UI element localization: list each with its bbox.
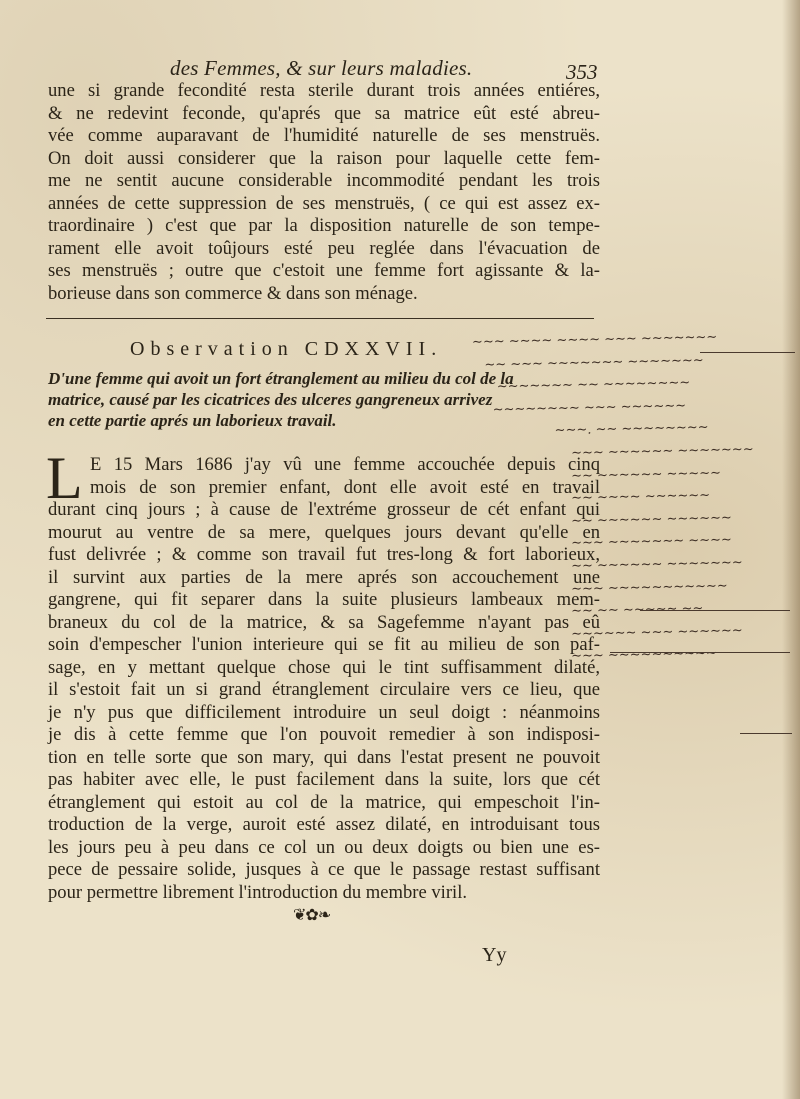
handwriting-line: ~~~ ~~~~~~~~~~ <box>471 646 718 667</box>
subtitle-line: en cette partie aprés un laborieux travail. <box>48 411 337 430</box>
text-line: pas habiter avec elle, le pust facilement dans la suite, lors que cét <box>48 769 600 790</box>
text-line: mois de son premier enfant, dont elle avoit esté en travail <box>90 476 600 498</box>
text-line: années de cette suppression de ses menstruës, ( ce qui est assez ex- <box>48 192 600 214</box>
page-number: 353 <box>566 60 598 84</box>
handwriting-line: ~~ ~~~ ~~~~~~~ ~~~~~~~ <box>471 352 704 373</box>
handwriting-line: ~~ ~~ ~~~~~ ~~ <box>471 601 704 622</box>
text-line: je dis à cette femme que l'on pouvoit remedier à son indisposi- <box>48 724 600 745</box>
text-line: fust delivrée ; & comme son travail fut tres-long & fort laborieux, <box>48 544 600 565</box>
text-line: traordinaire ) c'est que par la disposition naturelle de son tempe- <box>48 215 600 236</box>
subtitle-line: D'une femme qui avoit un fort étranglement au milieu du col de la <box>48 369 514 388</box>
text-line: mourut au ventre de sa mere, quelques jours devant qu'elle en <box>48 521 600 543</box>
text-line: & ne redevint feconde, qu'aprés que sa matrice eût esté abreu- <box>48 102 600 124</box>
text-line: borieuse dans son commerce & dans son ménage. <box>48 282 418 304</box>
text-line: une si grande fecondité resta sterile durant trois années entiéres, <box>48 80 600 101</box>
marginal-handwritten-annotation <box>471 329 792 671</box>
signature-mark: Yy <box>482 944 507 966</box>
handwriting-underline <box>740 733 792 734</box>
printer-ornament: ❦✿❧ <box>293 905 331 924</box>
text-line: je n'y pus que difficilement introduire un seul doigt : néanmoins <box>48 701 600 723</box>
running-head: des Femmes, & sur leurs maladies. <box>170 56 473 80</box>
text-line: il survint aux parties de la mere aprés son accouchement une <box>48 566 600 588</box>
handwriting-line: ~~~~~~~ ~~ ~~~~~~~~ <box>471 375 691 396</box>
handwriting-line: ~~ ~~~~ ~~~~~~ <box>471 488 711 509</box>
text-line: gangrene, qui fit separer dans la suite plusieurs lambeaux mem- <box>48 589 600 610</box>
handwriting-line: ~~~ ~~~~ ~~~~ ~~~ ~~~~~~~ <box>471 329 718 350</box>
text-line: On doit aussi considerer que la raison pour laquelle cette fem- <box>48 147 600 169</box>
handwriting-line: ~~~. ~~ ~~~~~~~~ <box>471 420 709 441</box>
handwriting-line: ~~~ ~~~~~~ ~~~~~~~ <box>471 442 754 463</box>
text-line: étranglement qui estoit au col de la matrice, qui empeschoit l'in- <box>48 791 600 813</box>
text-line: me ne sentit aucune considerable incommodité pendant les trois <box>48 170 600 191</box>
text-line: braneux du col de la matrice, & sa Sagefemme n'ayant pas eû <box>48 611 600 633</box>
handwriting-underline <box>610 652 790 653</box>
handwriting-line: ~~~~~~ ~~~ ~~~~~~ <box>471 623 743 644</box>
section-rule <box>46 318 594 319</box>
text-line: sage, en y mettant quelque chose qui le tint suffisamment dilaté, <box>48 656 600 678</box>
handwriting-underline <box>700 352 795 353</box>
text-line: pour permettre librement l'introduction du membre viril. <box>48 881 468 903</box>
observation-heading: Observation CDXXVII. <box>130 338 443 360</box>
text-line: les jours peu à peu dans ce col un ou deux doigts ou bien une es- <box>48 836 600 858</box>
paragraph-continuation <box>48 80 600 305</box>
text-line: il s'estoit fait un si grand étranglement circulaire vers ce lieu, que <box>48 679 600 700</box>
handwriting-line: ~~ ~~~~~~ ~~~~~~~ <box>471 555 743 576</box>
text-line: soin d'empescher l'union interieure qui se fit au milieu de son paf- <box>48 634 600 655</box>
text-line: ses menstruës ; outre que c'estoit une femme fort agissante & la- <box>48 260 600 281</box>
text-line: pece de pessaire solide, jusques à ce que le passage restast suffisant <box>48 859 600 880</box>
text-line: vée comme auparavant de l'humidité naturelle de ses menstruës. <box>48 125 600 146</box>
text-line: tion en telle sorte que son mary, qui dans l'estat present ne pouvoit <box>48 746 600 768</box>
drop-capital: L <box>46 445 83 511</box>
handwriting-line: ~~~ ~~~~~~~ ~~~~ <box>471 532 733 554</box>
text-line: durant cinq jours ; à cause de l'extréme grosseur de cét enfant qui <box>48 499 600 520</box>
handwriting-line: ~~~~~~~~ ~~~ ~~~~~~ <box>471 398 687 418</box>
handwriting-line: ~~ ~~~~~~ ~~~~~ <box>471 465 722 486</box>
text-line: rament elle avoit toûjours esté peu reglée dans l'évacuation de <box>48 237 600 259</box>
text-line: E 15 Mars 1686 j'ay vû une femme accouchée depuis cinq <box>90 454 600 475</box>
handwriting-line: ~~~ ~~~~~~~~~~~ <box>471 578 728 599</box>
subtitle-line: matrice, causé par les cicatrices des ulceres gangreneux arrivez <box>48 390 493 409</box>
handwriting-underline <box>640 610 790 611</box>
text-line: troduction de la verge, auroit esté assez dilaté, en introduisant tous <box>48 814 600 835</box>
handwriting-line: ~~ ~~~~~~ ~~~~~~ <box>471 510 733 531</box>
